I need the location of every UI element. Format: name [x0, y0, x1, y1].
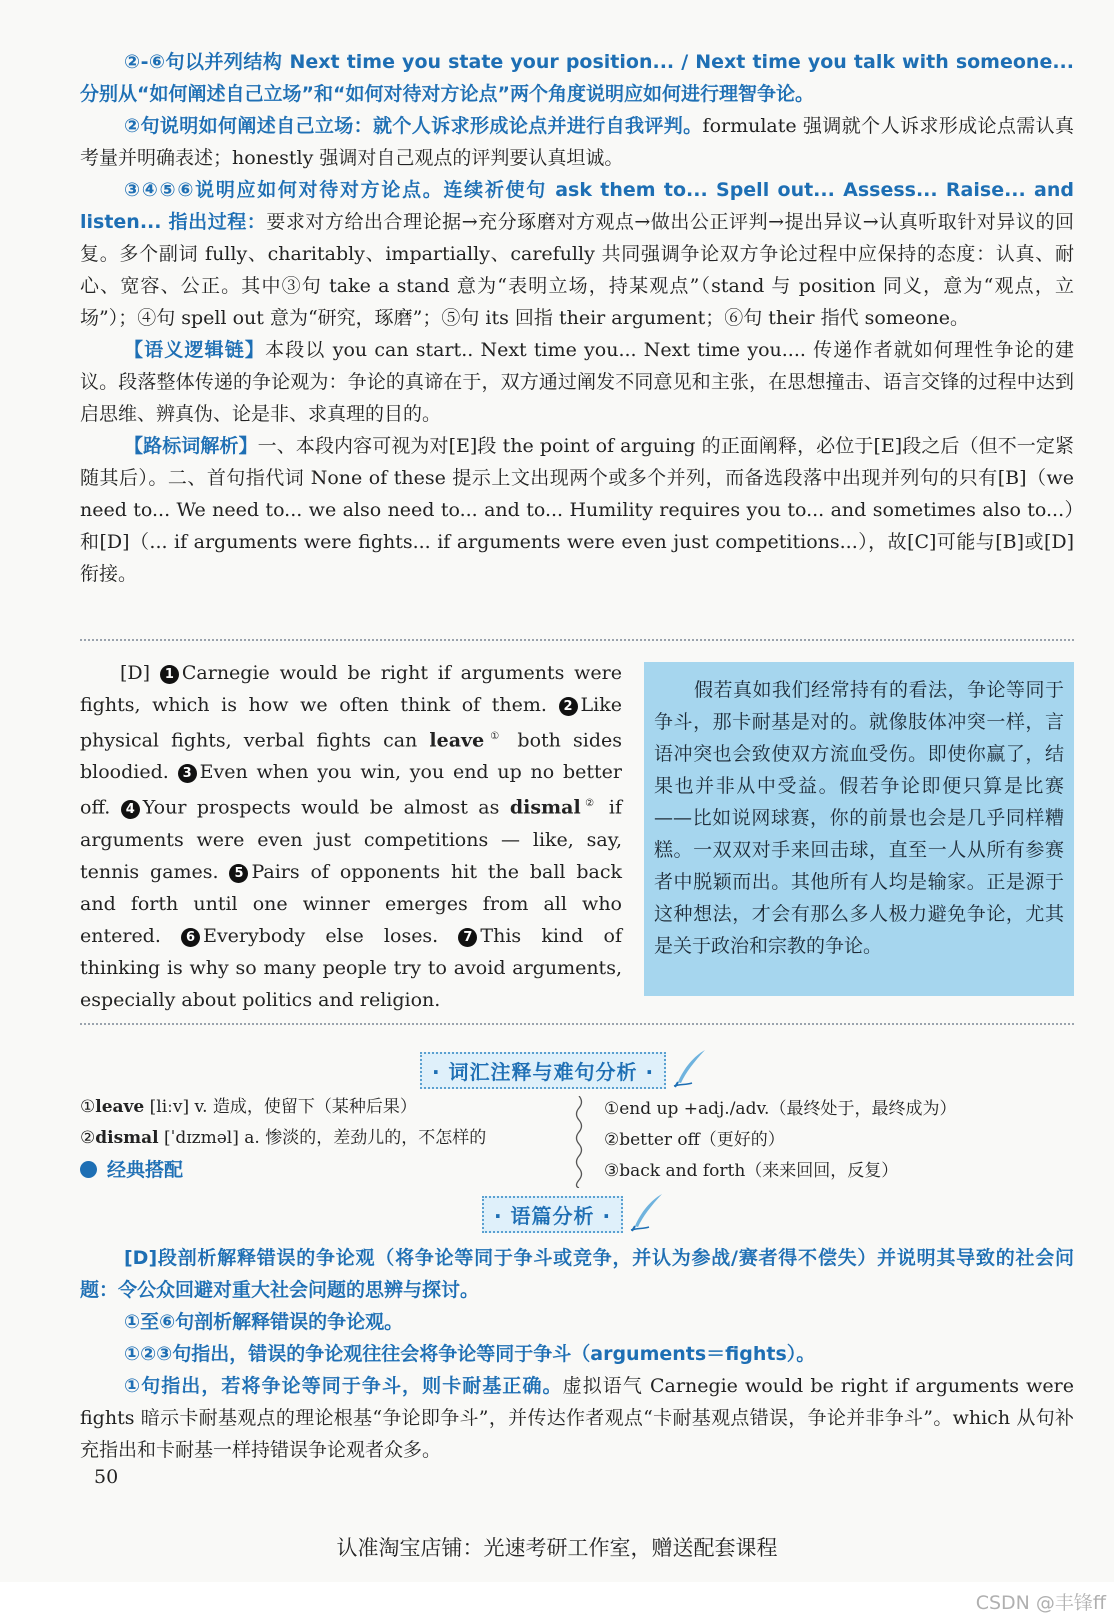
analysis-paragraph-1: ②-⑥句以并列结构 Next time you state your position... / Next time you talk with someone... 分别从“如何阐述自己立场”和“如何对待对方论点”两个角度说明应如何进行理智争论。 — [80, 51, 1074, 105]
sentence-2a: Like physical fights, verbal fights can — [80, 694, 622, 752]
divider-top — [80, 639, 1074, 641]
semantic-logic-body: 本段以 you can start.. Next time you... Next time you.... 传递作者就如何理性争论的建议。段落整体传递的争论观为：争论的真谛在于，双方通过阐发不同意见和主张，在思想撞击、语言交锋的过程中达到启思维、辨真伪、论是非、求真理的目的。 — [80, 339, 1074, 425]
sentence-3: Even when you win, you end up no better off. — [80, 761, 622, 819]
semantic-logic-paragraph — [80, 334, 1074, 430]
quill-pen-icon — [672, 1048, 708, 1092]
semantic-logic-label: 【语义逻辑链】 — [124, 339, 266, 361]
sentence-number-5: 5 — [229, 864, 248, 883]
signpost-paragraph — [80, 430, 1074, 590]
discourse-paragraph-2: ①至⑥句剖析解释错误的争论观。 — [124, 1311, 404, 1333]
vocab-entry-1-num: ① — [80, 1097, 96, 1117]
analysis-paragraph-2-body: formulate 强调就个人诉求形成论点需认真考量并明确表述；honestly 强调对自己观点的评判要认真坦诚。 — [80, 115, 1074, 169]
analysis-paragraph-3-head: ③④⑤⑥说明应如何对待对方论点。连续祈使句 ask them to... Spell out... Assess... Raise... and listen... 指出过程： — [80, 179, 1074, 233]
translation-box: 假若真如我们经常持有的看法，争论等同于争斗，那卡耐基是对的。就像肢体冲突一样，言语冲突也会致使双方流血受伤。即使你赢了，结果也并非从中受益。假若争论即便只算是比赛——比如说网球赛，你的前景也会是几乎同样糟糕。一双双对手来回击球，直至一人从所有参赛者中脱颖而出。其他所有人均是输家。正是源于这种想法，才会有那么多人极力避免争论，尤其是关于政治和宗教的争论。 — [644, 662, 1074, 996]
footnote-marker-1: ① — [484, 731, 506, 742]
sentence-1: Carnegie would be right if arguments were fights, which is how we often think of them. — [80, 662, 622, 716]
discourse-paragraph-1: [D]段剖析解释错误的争论观（将争论等同于争斗或竞争，并认为参战/赛者得不偿失）并说明其导致的社会问题：令公众回避对重大社会问题的思辨与探讨。 — [80, 1247, 1074, 1301]
bullet-dot-icon — [80, 1161, 97, 1178]
collocation-list — [604, 1094, 1074, 1187]
collocation-heading — [80, 1155, 560, 1187]
vocab-word-dismal: dismal — [509, 796, 581, 819]
vocab-section-header — [420, 1048, 708, 1092]
signpost-body: 一、本段内容可视为对[E]段 the point of arguing 的正面阐释，必位于[E]段之后（但不一定紧随其后）。二、首句指代词 None of these 提示上文出现两个或多个并列，而备选段落中出现并列句的只有[B]（we need to... We need to... we also need to... and to... Humility requires you to... and sometimes also to...）和[D]（... if arguments were fights... if arguments were even just competitions...），故[C]可能与[B]或[D]衔接。 — [80, 435, 1074, 585]
collocation-label: 经典搭配 — [107, 1159, 184, 1181]
sentence-2b: both sides bloodied. — [80, 729, 622, 784]
passage-d — [80, 657, 622, 1016]
vocab-entry-2-num: ② — [80, 1128, 96, 1148]
collocation-item-2: ②better off（更好的） — [604, 1130, 785, 1150]
sentence-number-6: 6 — [181, 928, 200, 947]
sentence-number-7: 7 — [458, 928, 477, 947]
sentence-number-3: 3 — [178, 764, 197, 783]
collocation-item-1: ①end up +adj./adv.（最终处于，最终成为） — [604, 1099, 957, 1119]
discourse-section-header — [482, 1192, 665, 1236]
discourse-paragraph-3: ①②③句指出，错误的争论观往往会将争论等同于争斗（arguments＝fights）。 — [124, 1343, 816, 1365]
vocab-entry-2 — [80, 1123, 560, 1154]
analysis-paragraph-2-head: ②句说明如何阐述自己立场：就个人诉求形成论点并进行自我评判。 — [124, 115, 703, 137]
bottom-strip — [0, 1582, 1114, 1621]
sentence-4a: Your prospects would be almost as — [142, 796, 510, 819]
collocation-item-3: ③back and forth（来来回回，反复） — [604, 1161, 899, 1181]
sentence-7: This kind of thinking is why so many people try to avoid arguments, especially about politics and religion. — [80, 924, 622, 1011]
footnote-marker-2: ② — [580, 798, 599, 810]
sentence-number-1: 1 — [160, 665, 179, 684]
sentence-6: Everybody else loses. — [203, 924, 439, 947]
passage-label: [D] — [120, 662, 151, 684]
vocab-word-leave: leave — [429, 729, 485, 752]
discourse-paragraph-4-body: 虚拟语气 Carnegie would be right if arguments were fights 暗示卡耐基观点的理论根基“争论即争斗”，并传达作者观点“卡耐基观点错误，争论并非争斗”。which 从句补充指出和卡耐基一样持错误争论观者众多。 — [80, 1375, 1074, 1461]
analysis-paragraph-3 — [80, 174, 1074, 334]
vocab-entry-1-definition: [liːv] v. 造成，使留下（某种后果） — [144, 1097, 417, 1117]
footer-note: 认准淘宝店铺：光速考研工作室，赠送配套课程 — [336, 1536, 778, 1560]
vocab-list-left — [80, 1092, 560, 1187]
page-number: 50 — [94, 1466, 119, 1488]
analysis-top — [80, 46, 1074, 590]
vocab-entry-1 — [80, 1092, 560, 1123]
vocab-entry-2-word: dismal — [95, 1128, 159, 1148]
vocab-entry-2-definition: [ˈdɪzməl] a. 惨淡的，差劲儿的，不怎样的 — [158, 1128, 487, 1148]
discourse-paragraph-4 — [80, 1370, 1074, 1466]
sentence-5: Pairs of opponents hit the ball back and forth until one winner emerges from all who entered. — [80, 860, 622, 947]
divider-middle — [80, 1023, 1074, 1025]
vocab-entry-1-word: leave — [95, 1097, 145, 1117]
sentence-number-4: 4 — [121, 800, 140, 819]
watermark-text: CSDN @丰锋ff — [975, 1592, 1106, 1614]
analysis-paragraph-2 — [80, 110, 1074, 174]
signpost-label: 【路标词解析】 — [124, 435, 258, 457]
quill-pen-icon — [629, 1192, 665, 1236]
discourse-section-title: · 语篇分析 · — [482, 1196, 623, 1233]
analysis-paragraph-3-body: 要求对方给出合理论据→充分琢磨对方观点→做出公正评判→提出异议→认真听取针对异议的回复。多个副词 fully、charitably、impartially、carefully 共同强调争论双方争论过程中应保持的态度：认真、耐心、宽容、公正。其中③句 take a stand 意为“表明立场，持某观点”（stand 与 position 同义，意为“观点，立场”）；④句 spell out 意为“研究，琢磨”；⑤句 its 回指 their argument；⑥句 their 指代 someone。 — [80, 211, 1074, 329]
wavy-divider-icon — [574, 1096, 584, 1188]
sentence-4b: if arguments were even just competitions — like, say, tennis games. — [80, 796, 623, 883]
vocab-section-title: · 词汇注释与难句分析 · — [420, 1052, 666, 1089]
discourse-paragraph-4-head: ①句指出，若将争论等同于争斗，则卡耐基正确。 — [124, 1375, 563, 1397]
discourse-analysis — [80, 1242, 1074, 1466]
sentence-number-2: 2 — [559, 697, 578, 716]
